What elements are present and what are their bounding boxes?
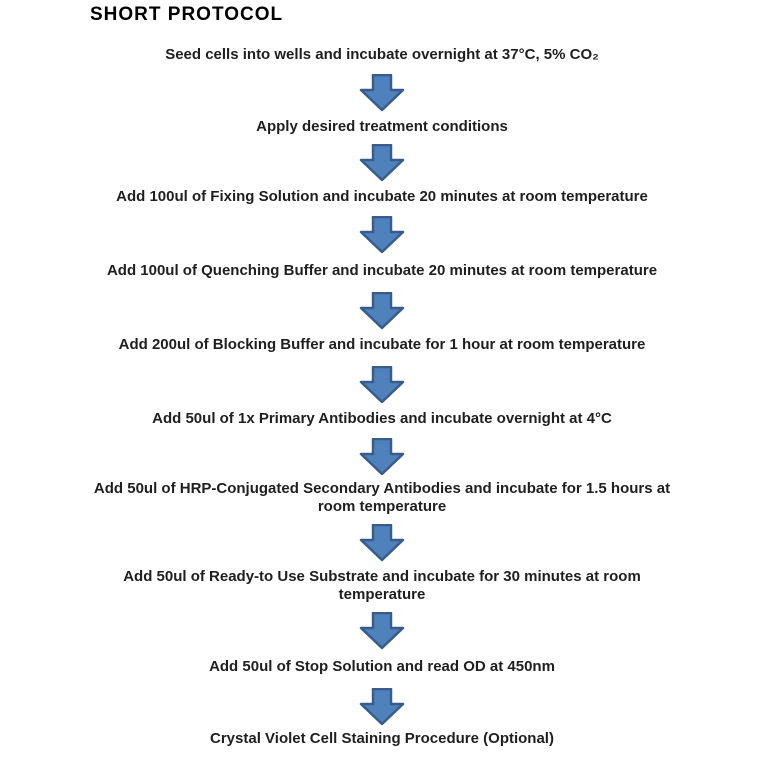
down-arrow-icon xyxy=(359,74,405,112)
flow-step: Apply desired treatment conditions xyxy=(256,118,508,135)
down-arrow-icon xyxy=(359,216,405,254)
down-arrow-icon xyxy=(359,292,405,330)
flow-step: Crystal Violet Cell Staining Procedure (Optional) xyxy=(210,730,554,747)
flow-step: Add 100ul of Fixing Solution and incubate 20 minutes at room temperature xyxy=(116,188,648,205)
down-arrow-icon xyxy=(359,144,405,182)
down-arrow-icon xyxy=(359,688,405,726)
flow-step: Add 50ul of 1x Primary Antibodies and incubate overnight at 4°C xyxy=(152,410,612,427)
flow-step: Seed cells into wells and incubate overnight at 37°C, 5% CO₂ xyxy=(165,46,599,63)
flow-step: Add 50ul of HRP-Conjugated Secondary Antibodies and incubate for 1.5 hours at room temperature xyxy=(93,480,671,515)
flow-step: Add 50ul of Stop Solution and read OD at 450nm xyxy=(209,658,555,675)
page-title: SHORT PROTOCOL xyxy=(90,4,284,25)
flow-step: Add 50ul of Ready-to Use Substrate and incubate for 30 minutes at room temperature xyxy=(123,568,641,603)
down-arrow-icon xyxy=(359,612,405,650)
flow-step: Add 100ul of Quenching Buffer and incubate 20 minutes at room temperature xyxy=(106,262,658,279)
down-arrow-icon xyxy=(359,438,405,476)
flow-step: Add 200ul of Blocking Buffer and incubate for 1 hour at room temperature xyxy=(118,336,646,353)
down-arrow-icon xyxy=(359,524,405,562)
down-arrow-icon xyxy=(359,366,405,404)
